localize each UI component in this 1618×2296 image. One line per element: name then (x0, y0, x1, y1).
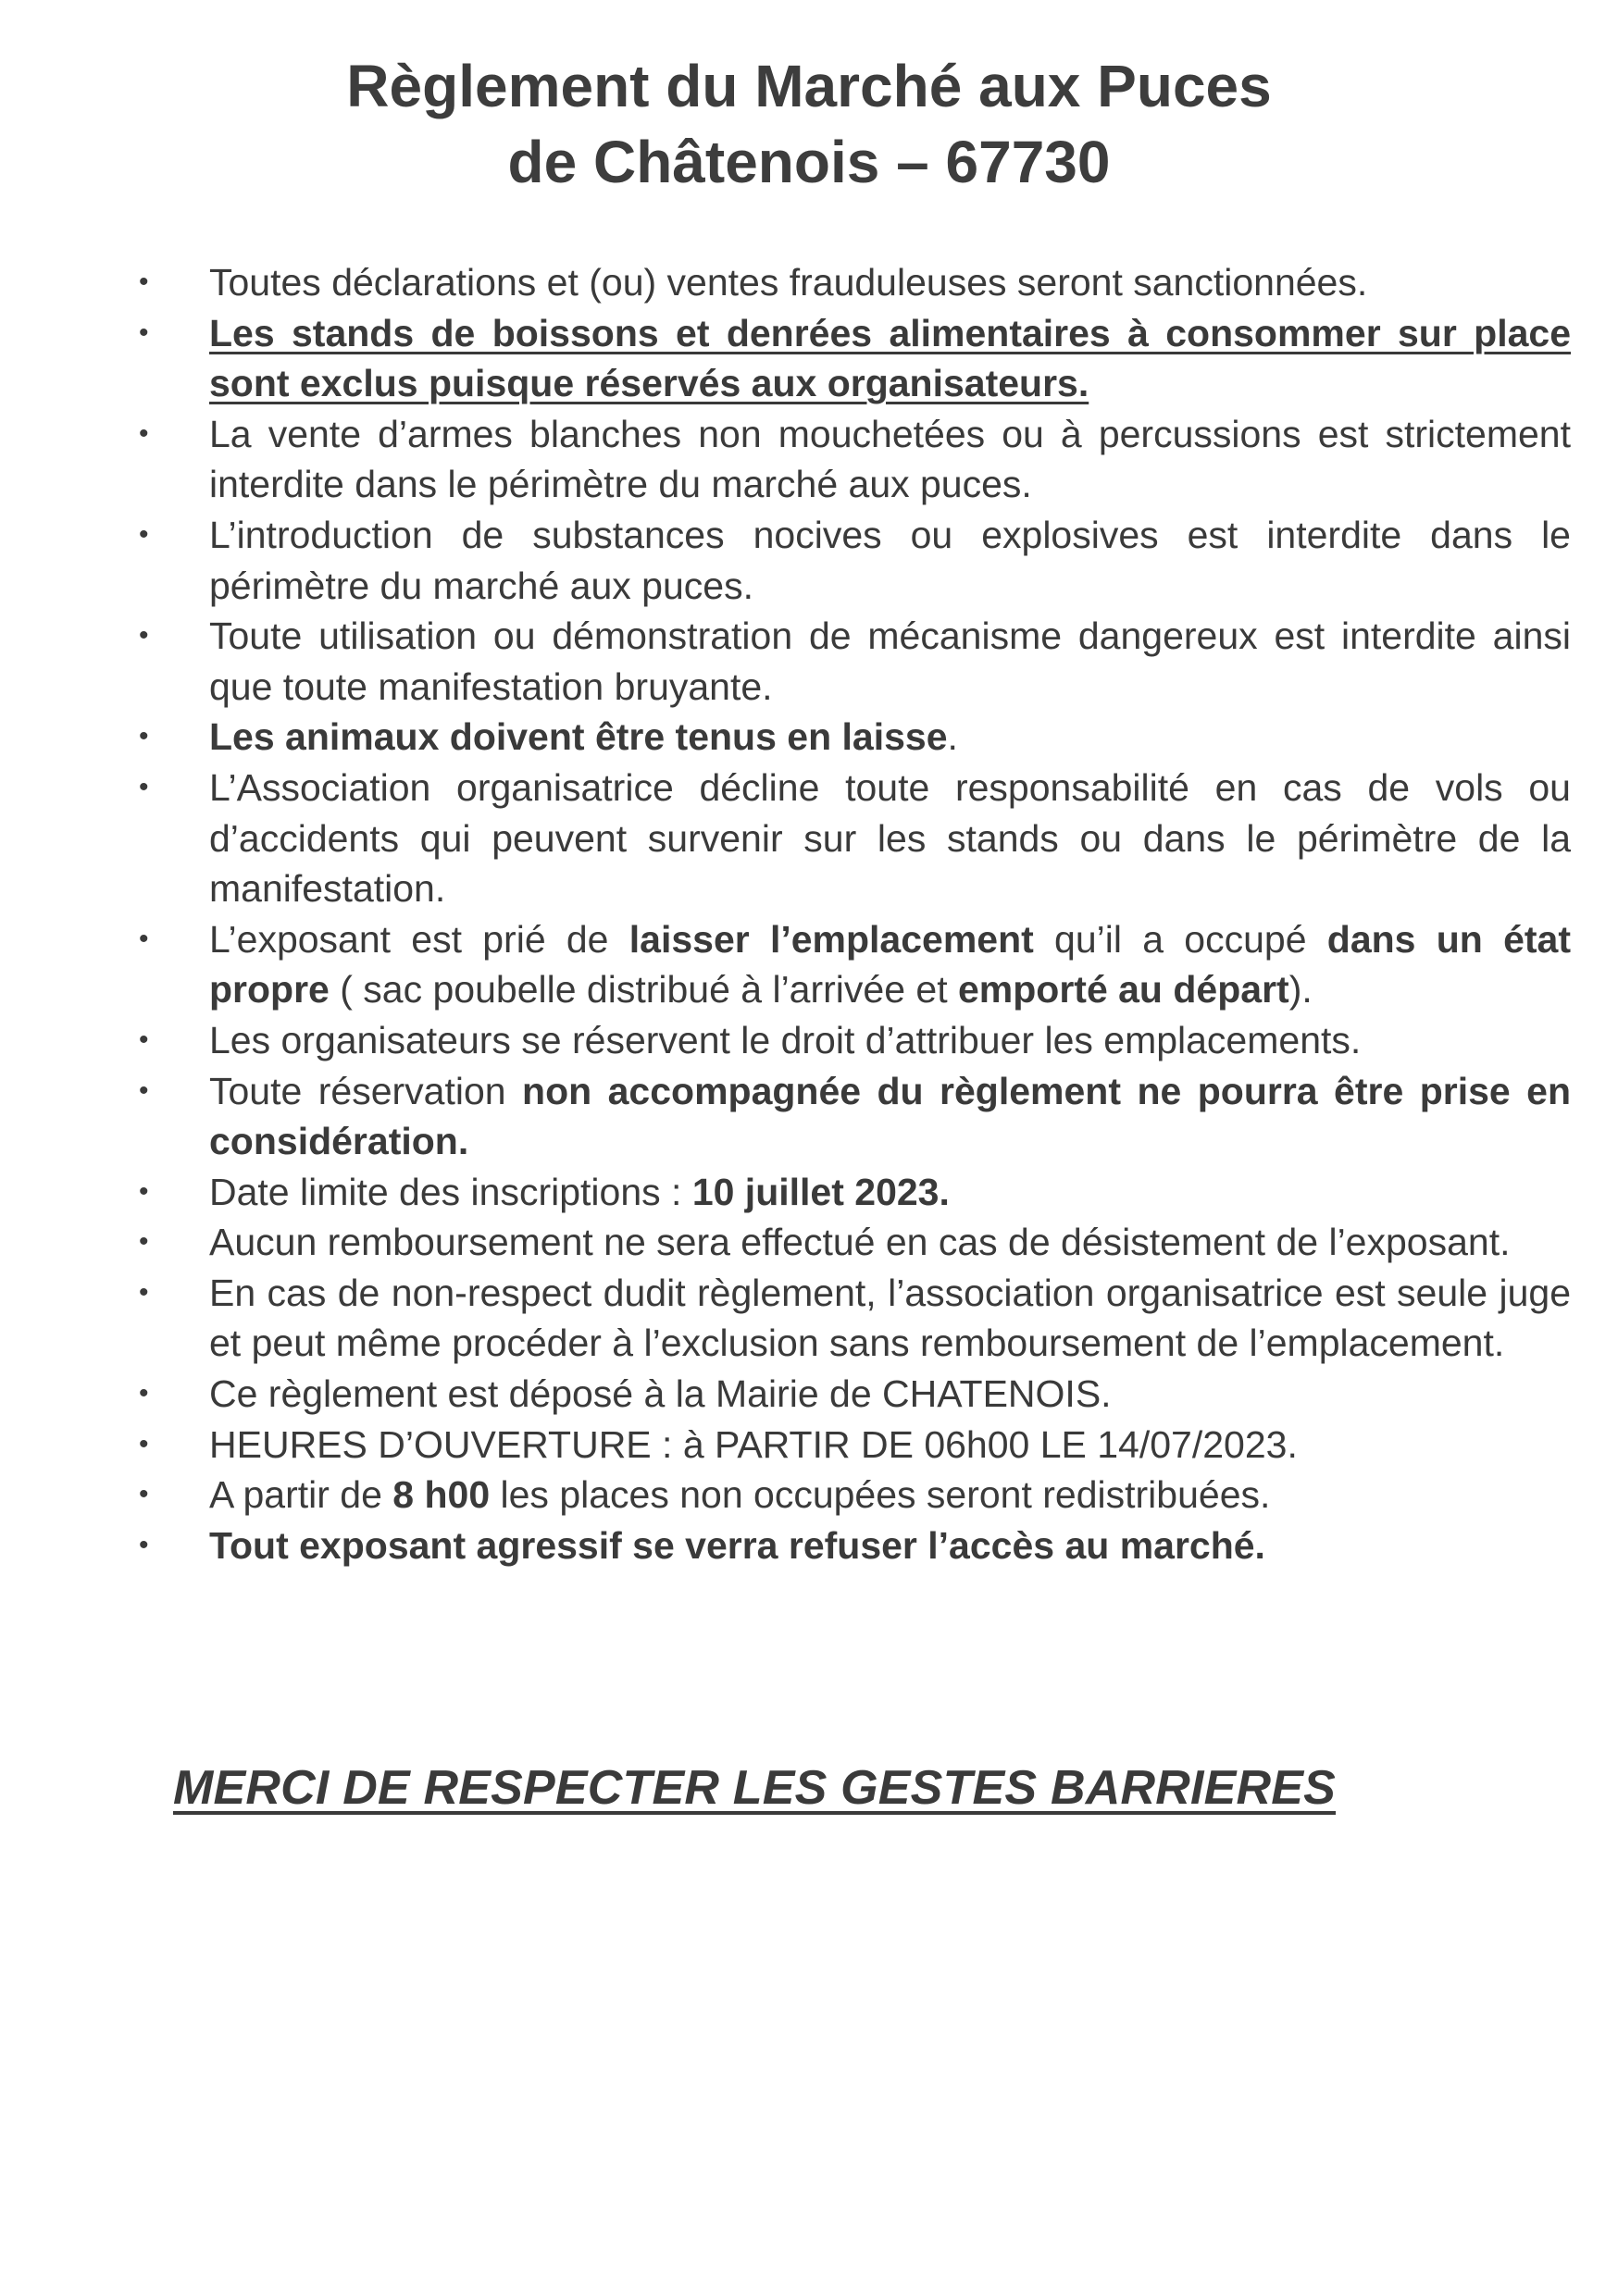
rule-emphasis: Les animaux doivent être tenus en laisse (209, 715, 948, 759)
bullet-icon: • (139, 518, 149, 550)
rule-item: • L’Association organisatrice décline toute responsabilité en cas de vols ou d’accidents qui peuvent survenir sur les stands ou dans le périmètre de la manifestation. (133, 763, 1571, 914)
rule-emphasis: 10 juillet 2023. (691, 1170, 950, 1213)
rule-item: • Toute utilisation ou démonstration de mécanisme dangereux est interdite ainsi que toute manifestation bruyante. (133, 611, 1571, 712)
rule-emphasis: 8 h00 (392, 1473, 491, 1517)
rule-emphasis: emporté au départ (957, 968, 1289, 1011)
rule-item: • L’exposant est prié de laisser l’emplacement qu’il a occupé dans un état propre ( sac poubelle distribué à l’arrivée et emporté au départ). (133, 914, 1571, 1015)
rule-item: • Toute réservation non accompagnée du règlement ne pourra être prise en considération. (133, 1066, 1571, 1167)
rule-item (133, 1520, 1571, 1571)
rule-item (133, 308, 1571, 409)
bullet-icon: • (139, 1479, 149, 1510)
bullet-icon: • (139, 771, 149, 802)
bullet-icon: • (139, 721, 149, 752)
bullet-icon: • (139, 316, 149, 348)
rule-item: • Les organisateurs se réservent le droit d’attribuer les emplacements. (133, 1015, 1571, 1066)
bullet-icon: • (139, 267, 149, 297)
rule-item: • En cas de non-respect dudit règlement, l’association organisatrice est seule juge et peut même procéder à l’exclusion sans remboursement de l’emplacement. (133, 1268, 1571, 1369)
rule-emphasis: dans un état propre (209, 917, 1571, 1011)
rule-emphasis: laisser l’emplacement (629, 917, 1034, 961)
rules-list (133, 257, 1571, 1570)
rule-item: • La vente d’armes blanches non mouchetées ou à percussions est strictement interdite dans le périmètre du marché aux puces. (133, 409, 1571, 510)
rule-item: • Date limite des inscriptions : 10 juillet 2023. (133, 1167, 1571, 1218)
bullet-icon: • (139, 1226, 149, 1258)
bullet-icon: • (139, 620, 149, 652)
rule-emphasis: Les stands de boissons et denrées alimentaires à consommer sur place sont exclus puisque réservés aux organisateurs. (209, 311, 1571, 405)
rule-item: • Toutes déclarations et (ou) ventes frauduleuses seront sanctionnées. (133, 257, 1571, 308)
bullet-icon: • (139, 1024, 149, 1055)
rule-item: • Les animaux doivent être tenus en laisse. (133, 712, 1571, 763)
bullet-icon: • (139, 1175, 149, 1207)
rule-emphasis: non accompagnée du règlement ne pourra être prise en considération. (209, 1069, 1572, 1163)
rule-item: • A partir de 8 h00 les places non occupées seront redistribuées. (133, 1470, 1571, 1520)
rule-item: • Aucun remboursement ne sera effectué en cas de désistement de l’exposant. (133, 1217, 1571, 1268)
bullet-icon: • (139, 1428, 149, 1459)
footer-notice: MERCI DE RESPECTER LES GESTES BARRIERES (173, 1761, 1337, 1815)
bullet-icon: • (139, 1378, 149, 1409)
bullet-icon: • (139, 417, 149, 449)
bullet-icon: • (139, 1074, 149, 1106)
bullet-icon: • (139, 1529, 149, 1560)
rule-item: • Ce règlement est déposé à la Mairie de CHATENOIS. (133, 1369, 1571, 1420)
rule-item: • HEURES D’OUVERTURE : à PARTIR DE 06h00 LE 14/07/2023. (133, 1420, 1571, 1471)
bullet-icon: • (139, 1276, 149, 1308)
bullet-icon: • (139, 923, 149, 954)
page-title-line-2: de Châtenois – 67730 (507, 129, 1111, 195)
rule-emphasis: Tout exposant agressif se verra refuser l’accès au marché. (209, 1523, 1265, 1567)
rule-item: • L’introduction de substances nocives ou explosives est interdite dans le périmètre du marché aux puces. (133, 510, 1571, 611)
page-title-line-1: Règlement du Marché aux Puces (346, 53, 1272, 119)
